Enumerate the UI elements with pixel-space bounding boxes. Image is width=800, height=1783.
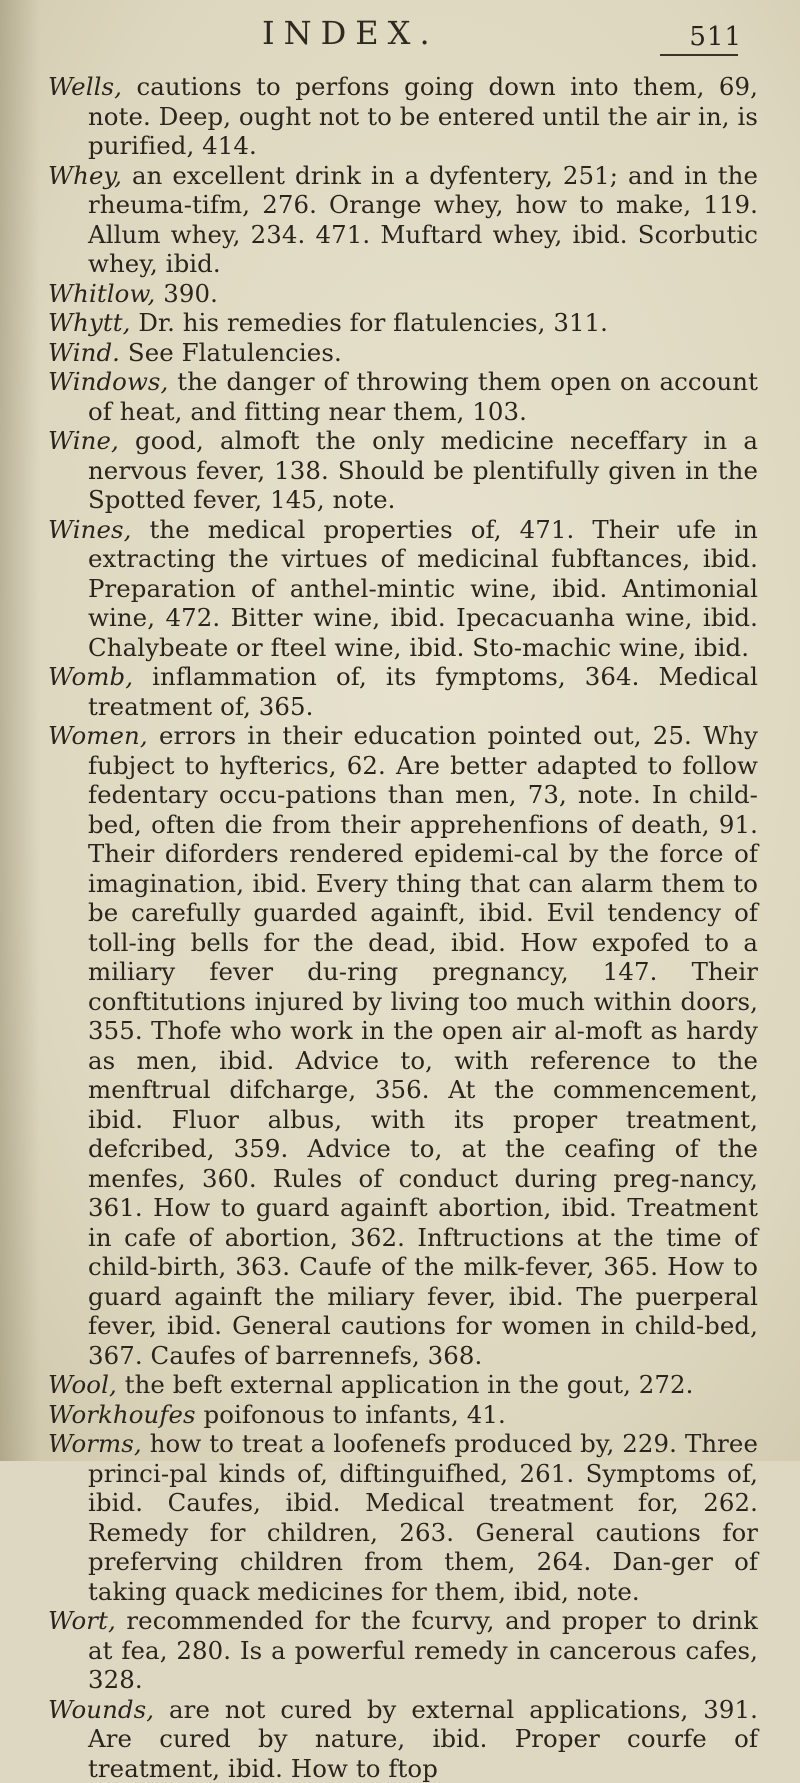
index-entry bbox=[48, 72, 758, 161]
entry-term: Worms, bbox=[48, 1429, 142, 1458]
index-entry bbox=[48, 308, 758, 338]
entry-term: Whytt, bbox=[48, 308, 131, 337]
entry-term: Wounds, bbox=[48, 1695, 154, 1724]
entry-term: Whey, bbox=[48, 161, 122, 190]
entry-text: poifonous to infants, 41. bbox=[196, 1400, 506, 1429]
entry-text: how to treat a loofenefs produced by, 229. Three princi-pal kinds of, diftinguifhed, 261. Symptoms of, ibid. Caufes, ibid. Medical treatment for, 262. Remedy for children, 263. General cautions for preferving children from them, 264. Dan-ger of taking quack medicines for them, ibid, note. bbox=[88, 1429, 758, 1606]
entry-term: Wines, bbox=[48, 515, 131, 544]
entry-term: Wool, bbox=[48, 1370, 117, 1399]
entry-term: Workhoufes bbox=[48, 1400, 196, 1429]
entry-text: the medical properties of, 471. Their ufe in extracting the virtues of medicinal fubftances, ibid. Preparation of anthel-mintic wine, ibid. Antimonial wine, 472. Bitter wine, ibid. Ipecacuanha wine, ibid. Chalybeate or fteel wine, ibid. Sto-machic wine, ibid. bbox=[88, 515, 758, 662]
entry-term: Wells, bbox=[48, 72, 122, 101]
index-entry bbox=[48, 1606, 758, 1695]
index-entry bbox=[48, 338, 758, 368]
entry-term: Windows, bbox=[48, 367, 168, 396]
entry-term: Wort, bbox=[48, 1606, 116, 1635]
index-entry bbox=[48, 367, 758, 426]
index-entries bbox=[48, 72, 758, 1783]
index-entry bbox=[48, 662, 758, 721]
entry-text: the beft external application in the gout, 272. bbox=[117, 1370, 694, 1399]
entry-text: are not cured by external applications, 391. Are cured by nature, ibid. Proper courfe of treatment, ibid. How to ftop bbox=[88, 1695, 758, 1783]
entry-text: recommended for the fcurvy, and proper to drink at fea, 280. Is a powerful remedy in cancerous cafes, 328. bbox=[88, 1606, 758, 1694]
running-title: INDEX. bbox=[262, 14, 439, 52]
entry-text: inflammation of, its fymptoms, 364. Medical treatment of, 365. bbox=[88, 662, 758, 721]
index-entry bbox=[48, 1695, 758, 1783]
index-entry bbox=[48, 1429, 758, 1606]
index-entry bbox=[48, 721, 758, 1370]
index-entry bbox=[48, 426, 758, 515]
entry-text: 390. bbox=[155, 279, 218, 308]
entry-text: Dr. his remedies for flatulencies, 311. bbox=[131, 308, 609, 337]
entry-term: Wind. bbox=[48, 338, 120, 367]
index-entry bbox=[48, 1370, 758, 1400]
index-entry bbox=[48, 161, 758, 279]
index-entry bbox=[48, 515, 758, 663]
page-edge-shadow bbox=[0, 0, 40, 1461]
entry-text: See Flatulencies. bbox=[120, 338, 342, 367]
entry-text: cautions to perfons going down into them, 69, note. Deep, ought not to be entered until the air in, is purified, 414. bbox=[88, 72, 758, 160]
page-number: 511 bbox=[689, 22, 742, 52]
entry-text: an excellent drink in a dyfentery, 251; and in the rheuma-tifm, 276. Orange whey, how to make, 119. Allum whey, 234. 471. Muftard whey, ibid. Scorbutic whey, ibid. bbox=[88, 161, 758, 279]
entry-text: the danger of throwing them open on account of heat, and fitting near them, 103. bbox=[88, 367, 758, 426]
entry-text: errors in their education pointed out, 25. Why fubject to hyfterics, 62. Are better adapted to follow fedentary occu-pations than men, 73, note. In child-bed, often die from their apprehenfions of death, 91. Their diforders rendered epidemi-cal by the force of imagination, ibid. Every thing that can alarm them to be carefully guarded againft, ibid. Evil tendency of toll-ing bells for the dead, ibid. How expofed to a miliary fever du-ring pregnancy, 147. Their conftitutions injured by living too much within doors, 355. Thofe who work in the open air al-moft as hardy as men, ibid. Advice to, with reference to the menftrual difcharge, 356. At the commencement, ibid. Fluor albus, with its proper treatment, defcribed, 359. Advice to, at the ceafing of the menfes, 360. Rules of conduct during preg-nancy, 361. How to guard againft abortion, ibid. Treatment in cafe of abortion, 362. Inftructions at the time of child-birth, 363. Caufe of the milk-fever, 365. How to guard againft the miliary fever, ibid. The puerperal fever, ibid. General cautions for women in child-bed, 367. Caufes of barrennefs, 368. bbox=[88, 721, 758, 1370]
entry-term: Whitlow, bbox=[48, 279, 155, 308]
entry-text: good, almoft the only medicine neceffary in a nervous fever, 138. Should be plentifully given in the Spotted fever, 145, note. bbox=[88, 426, 758, 514]
index-entry bbox=[48, 1400, 758, 1430]
entry-term: Wine, bbox=[48, 426, 119, 455]
page-header bbox=[0, 6, 800, 66]
header-rule bbox=[660, 54, 738, 56]
entry-term: Women, bbox=[48, 721, 148, 750]
index-entry bbox=[48, 279, 758, 309]
entry-term: Womb, bbox=[48, 662, 133, 691]
